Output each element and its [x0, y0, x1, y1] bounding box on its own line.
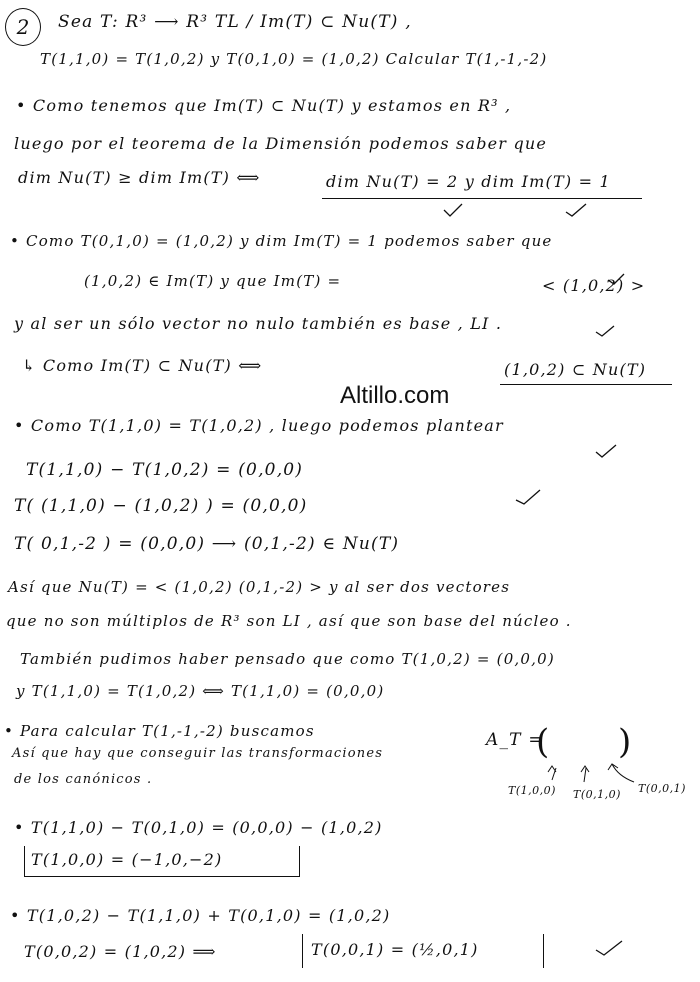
- equation-line-27: T(0,0,2) = (1,0,2) ⟹: [24, 942, 217, 961]
- equation-line-25: T(1,0,0) = (−1,0,−2): [31, 850, 223, 869]
- text-line-13: • Como T(1,1,0) = T(1,0,2) , luego podemos plantear: [14, 416, 504, 435]
- equation-line-24: • T(1,1,0) − T(0,1,0) = (0,0,0) − (1,0,2): [14, 818, 383, 837]
- matrix-right-paren: ): [618, 722, 632, 762]
- check-mark-icon: [596, 445, 616, 457]
- check-mark-icon: [566, 204, 586, 216]
- text-line-4: luego por el teorema de la Dimensión podemos saber que: [14, 134, 548, 153]
- arrow-curved-icon: [608, 764, 634, 782]
- matrix-left-paren: (: [536, 722, 550, 762]
- text-line-10: y al ser un sólo vector no nulo también es base , LI .: [14, 314, 503, 333]
- text-line-11: ↳ Como Im(T) ⊂ Nu(T) ⟺: [22, 356, 263, 375]
- equation-line-28: T(0,0,1) = (½,0,1): [311, 940, 479, 959]
- check-mark-icon: [596, 941, 622, 955]
- text-line-23: de los canónicos .: [14, 772, 153, 787]
- dimension-result: dim Nu(T) = 2 y dim Im(T) = 1: [326, 172, 611, 191]
- check-mark-icon: [596, 326, 614, 336]
- text-line-8: (1,0,2) ∈ Im(T) y que Im(T) =: [84, 272, 342, 290]
- check-mark-icon: [444, 204, 462, 216]
- equation-line-26: • T(1,0,2) − T(1,1,0) + T(0,1,0) = (1,0,2): [10, 906, 391, 925]
- text-line-17: Así que Nu(T) = < (1,0,2) (0,1,-2) > y al ser dos vectores: [8, 578, 511, 596]
- equation-line-15: T( (1,1,0) − (1,0,2) ) = (0,0,0): [14, 496, 308, 516]
- text-line-5: dim Nu(T) ≥ dim Im(T) ⟺: [18, 168, 261, 187]
- text-line-19: También pudimos haber pensado que como T(1,0,2) = (0,0,0): [20, 650, 555, 668]
- problem-number: 2: [5, 8, 41, 46]
- matrix-column-label: T(0,0,1): [638, 782, 686, 795]
- problem-statement-line-1: Sea T: R³ ⟶ R³ TL / Im(T) ⊂ Nu(T) ,: [58, 12, 412, 32]
- matrix-column-label: T(0,1,0): [573, 788, 621, 801]
- equation-line-14: T(1,1,0) − T(1,0,2) = (0,0,0): [26, 460, 304, 480]
- matrix-label: A_T =: [486, 730, 544, 750]
- problem-statement-line-2: T(1,1,0) = T(1,0,2) y T(0,1,0) = (1,0,2) Calcular T(1,-1,-2): [40, 50, 548, 68]
- check-mark-icon: [516, 490, 540, 504]
- matrix-column-label: T(1,0,0): [508, 784, 556, 797]
- text-line-18: que no son múltiplos de R³ son LI , así que son base del núcleo .: [6, 612, 572, 630]
- watermark: Altillo.com: [340, 382, 450, 409]
- image-span: < (1,0,2) >: [542, 276, 646, 295]
- text-line-3: • Como tenemos que Im(T) ⊂ Nu(T) y estamos en R³ ,: [16, 96, 512, 115]
- text-line-7: • Como T(0,1,0) = (1,0,2) y dim Im(T) = 1 podemos saber que: [10, 232, 553, 250]
- arrow-up-icon: [581, 766, 589, 782]
- text-line-22: Así que hay que conseguir las transformaciones: [12, 746, 384, 761]
- image-in-kernel: (1,0,2) ⊂ Nu(T): [504, 360, 647, 379]
- arrow-up-icon: [548, 766, 556, 780]
- check-mark-icon: [608, 274, 624, 284]
- text-line-21: • Para calcular T(1,-1,-2) buscamos: [4, 722, 315, 740]
- equation-line-16: T( 0,1,-2 ) = (0,0,0) ⟶ (0,1,-2) ∈ Nu(T): [14, 534, 400, 554]
- text-line-20: y T(1,1,0) = T(1,0,2) ⟺ T(1,1,0) = (0,0,0): [16, 682, 385, 700]
